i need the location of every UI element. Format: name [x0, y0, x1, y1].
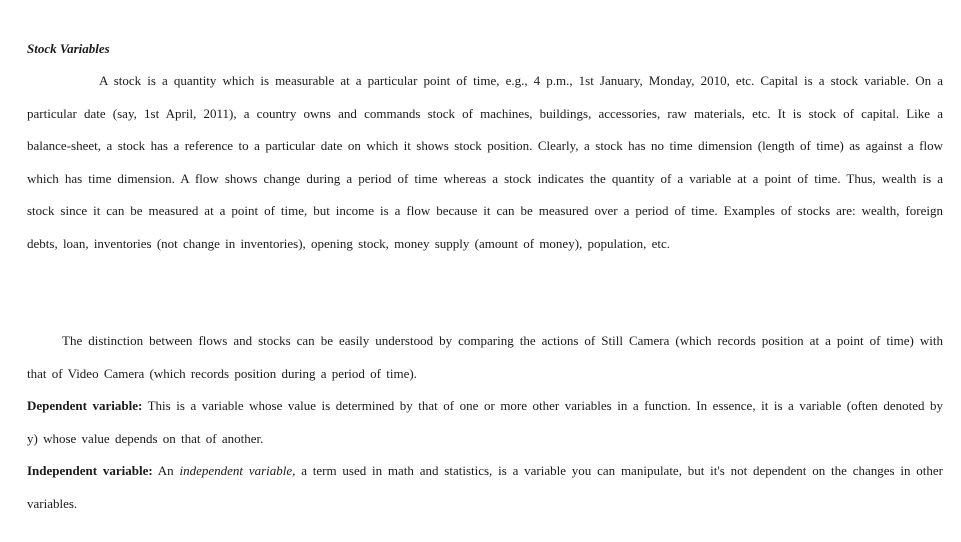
dependent-variable-term: Dependent variable: — [27, 398, 143, 413]
independent-variable-paragraph — [27, 455, 943, 520]
section-heading: Stock Variables — [27, 41, 110, 56]
dependent-variable-paragraph — [27, 390, 943, 455]
stock-paragraph: A stock is a quantity which is measurable at a particular point of time, e.g., 4 p.m., 1st January, Monday, 2010, etc. Capital is a stock variable. On a particular date (say, 1st April, 2011), a country owns and commands stock of machines, buildings, accessories, raw materials, etc. It is stock of capital. Like a balance-sheet, a stock has a reference to a particular date on which it shows stock position. Clearly, a stock has no time dimension (length of time) as against a flow which has time dimension. A flow shows change during a period of time whereas a stock indicates the quantity of a variable at a point of time. Thus, wealth is a stock since it can be measured at a point of time, but income is a flow because it can be measured over a period of time. Examples of stocks are: wealth, foreign debts, loan, inventories (not change in inventories), opening stock, money supply (amount of money), population, etc. — [27, 73, 943, 251]
camera-paragraph: The distinction between flows and stocks can be easily understood by comparing the actions of Still Camera (which records position at a point of time) with that of Video Camera (which records position during a period of time). — [27, 333, 943, 381]
independent-variable-text-after: a term used in math and statistics, is a variable you can manipulate, but it's not dependent on the changes in other variables. — [27, 463, 943, 511]
dependent-variable-definition: This is a variable whose value is determined by that of one or more other variables in a function. In essence, it is a variable (often denoted by y) whose value depends on that of another. — [27, 398, 943, 446]
independent-variable-italic: independent variable, — [179, 463, 296, 478]
independent-variable-text-before: An — [152, 463, 180, 478]
independent-variable-term: Independent variable: — [27, 463, 153, 478]
